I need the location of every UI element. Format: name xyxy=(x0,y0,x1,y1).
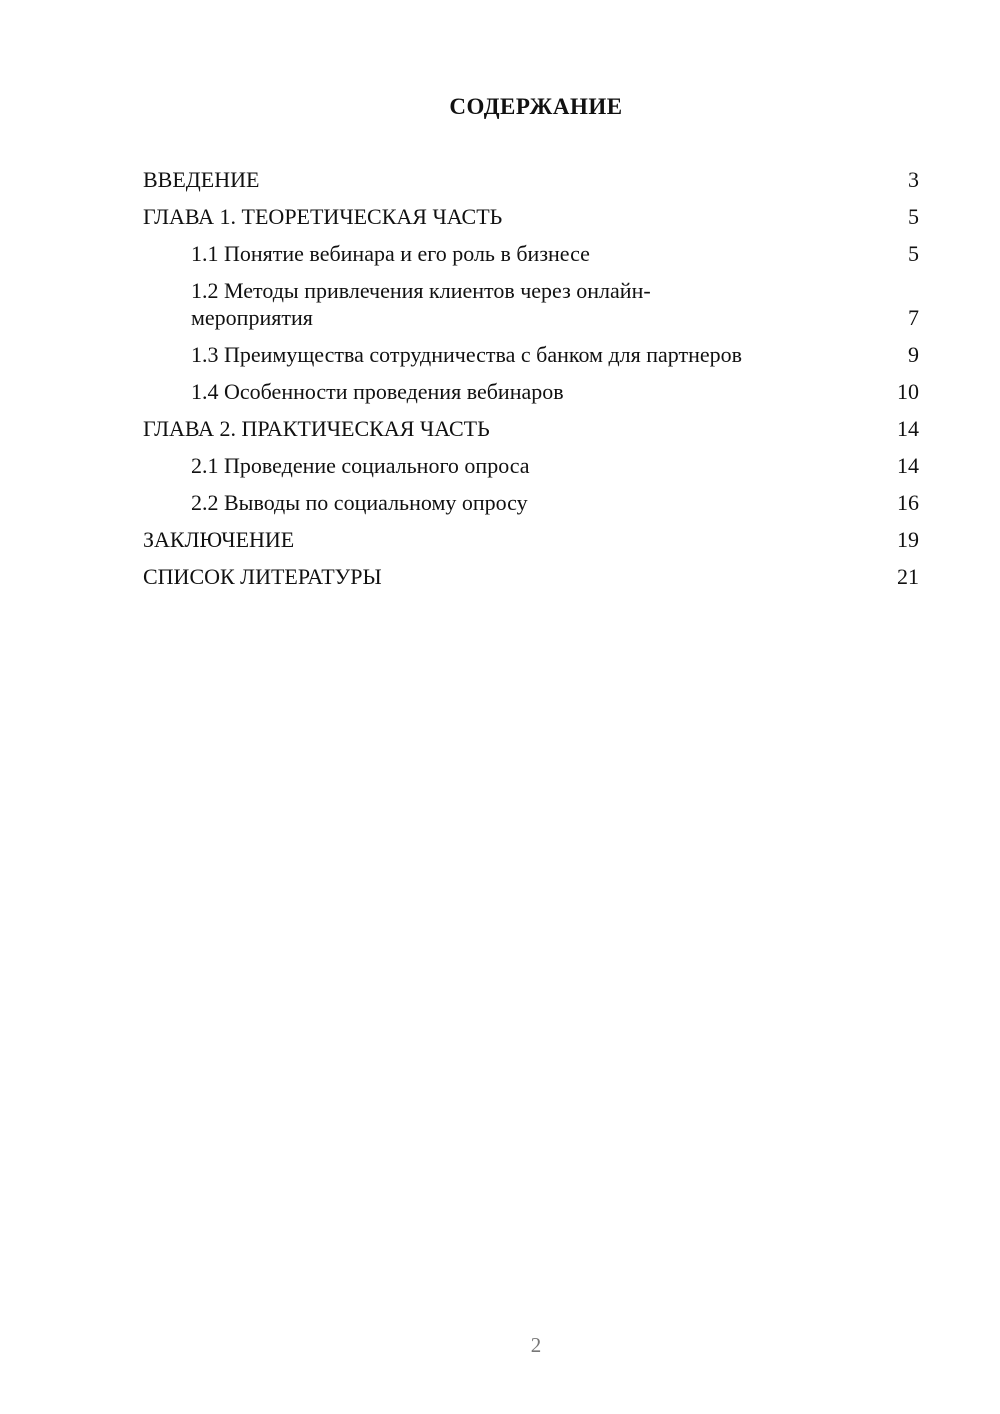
toc-entry-section-1-2[interactable] xyxy=(143,277,919,331)
toc-entry-section-1-4[interactable] xyxy=(143,378,919,405)
toc-entry-label: 2.1 Проведение социального опроса xyxy=(191,453,530,478)
toc-entry-section-1-3[interactable] xyxy=(143,341,919,368)
toc-entry-page: 19 xyxy=(897,527,919,552)
toc-entry-page: 5 xyxy=(908,241,919,266)
toc-entry-page: 21 xyxy=(897,564,919,589)
toc-entry-label: 1.1 Понятие вебинара и его роль в бизнесе xyxy=(191,241,590,266)
toc-entry-label: 1.3 Преимущества сотрудничества с банком для партнеров xyxy=(191,342,743,367)
toc-entry-page: 16 xyxy=(897,490,919,515)
toc-entry-page: 14 xyxy=(897,416,919,441)
toc-title: СОДЕРЖАНИЕ xyxy=(449,94,623,119)
toc-entry-section-1-1[interactable] xyxy=(143,240,919,267)
toc-entry-page: 9 xyxy=(908,342,919,367)
toc-entry-label: 2.2 Выводы по социальному опросу xyxy=(191,490,528,515)
toc-entry-label: ГЛАВА 2. ПРАКТИЧЕСКАЯ ЧАСТЬ xyxy=(143,416,490,441)
toc-entry-section-2-1[interactable] xyxy=(143,452,919,479)
toc-entry-chapter-1[interactable] xyxy=(143,203,919,230)
toc-entry-page: 3 xyxy=(908,167,919,192)
toc-entry-label: ГЛАВА 1. ТЕОРЕТИЧЕСКАЯ ЧАСТЬ xyxy=(143,204,503,229)
toc-entry-introduction[interactable] xyxy=(143,166,919,193)
toc-entry-label: 1.4 Особенности проведения вебинаров xyxy=(191,379,564,404)
toc-entry-section-2-2[interactable] xyxy=(143,489,919,516)
toc-entry-references[interactable] xyxy=(143,563,919,590)
page-number: 2 xyxy=(530,1333,542,1357)
toc-entry-label: ВВЕДЕНИЕ xyxy=(143,167,260,192)
toc-entry-page: 14 xyxy=(897,453,919,478)
toc-entry-chapter-2[interactable] xyxy=(143,415,919,442)
toc-entry-label: 1.2 Методы привлечения клиентов через онлайн-мероприятия xyxy=(191,278,651,330)
toc-entry-page: 5 xyxy=(908,204,919,229)
toc-entry-page: 7 xyxy=(908,305,919,330)
toc-entry-page: 10 xyxy=(897,379,919,404)
toc-entry-label: СПИСОК ЛИТЕРАТУРЫ xyxy=(143,564,382,589)
table-of-contents xyxy=(143,166,919,600)
toc-entry-label: ЗАКЛЮЧЕНИЕ xyxy=(143,527,295,552)
toc-entry-conclusion[interactable] xyxy=(143,526,919,553)
